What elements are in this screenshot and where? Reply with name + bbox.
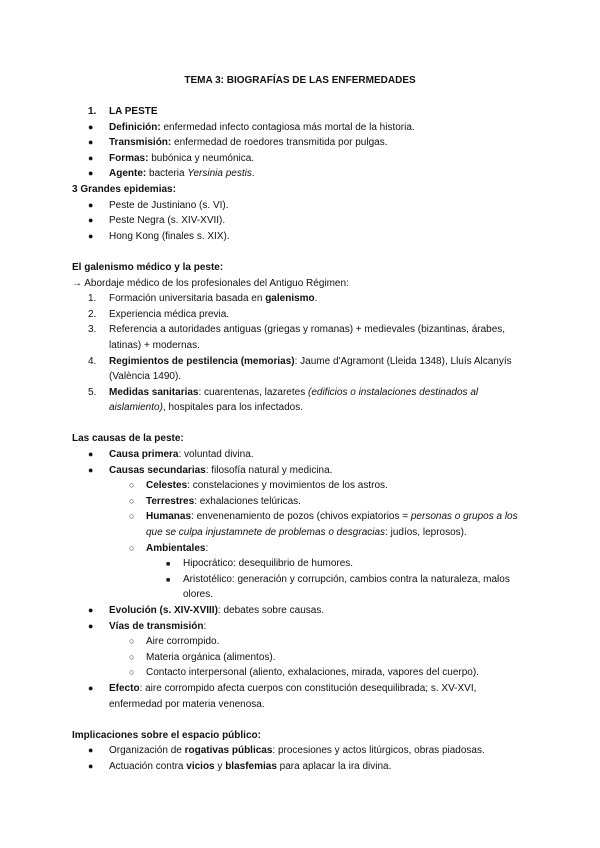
peste-heading (72, 104, 532, 120)
circle-bullet-icon: ○ (129, 667, 135, 678)
list-item (72, 166, 532, 182)
item-text: Aire corrompido. (146, 636, 220, 648)
square-bullet-icon: ■ (166, 576, 171, 584)
item-text: bubónica y neumónica. (148, 152, 255, 164)
item-text: Peste de Justiniano (s. VI). (109, 199, 229, 211)
epidemias-heading: 3 Grandes epidemias: (72, 183, 176, 195)
list-item (72, 509, 532, 525)
item-text-end: : judíos, leprosos). (385, 527, 467, 539)
list-item (72, 354, 532, 370)
peste-heading-text: LA PESTE (109, 106, 158, 117)
bullet-icon: ● (88, 449, 94, 460)
circle-bullet-icon: ○ (129, 542, 135, 553)
item-italic: Yersinia pestis (187, 168, 252, 180)
list-item (72, 447, 532, 463)
item-label: Causa primera (109, 449, 179, 461)
item-text: Referencia a autoridades antiguas (griegas y romanas) + medievales (bizantinas, árabes, (109, 324, 506, 336)
item-text: : Jaume d'Agramont (Lleida 1348), Lluís Alcanyís (294, 355, 512, 367)
item-text: Actuación contra (109, 760, 187, 772)
item-text-end: . (314, 293, 318, 305)
circle-bullet-icon: ○ (129, 480, 135, 491)
causas-heading: Las causas de la peste: (72, 433, 184, 445)
list-item (72, 322, 532, 338)
item-text: : (203, 620, 207, 632)
item-text: : envenenamiento de pozos (chivos expiatorios = (191, 511, 411, 523)
item-italic: (edificios o instalaciones destinados al (308, 386, 479, 398)
item-text: : (205, 542, 209, 554)
item-bold: Regimientos de pestilencia (memorias) (109, 355, 295, 367)
item-text: Peste Negra (s. XIV-XVII). (109, 215, 226, 227)
item-number: 4. (88, 355, 97, 367)
bullet-icon: ● (88, 137, 94, 148)
bullet-icon: ● (88, 230, 94, 241)
item-text: Materia orgánica (alimentos). (146, 651, 276, 663)
peste-heading-number: 1. (88, 106, 97, 117)
list-item (72, 743, 532, 759)
list-item (72, 603, 532, 619)
item-text: Formación universitaria basada en (109, 293, 266, 305)
document-title: TEMA 3: BIOGRAFÍAS DE LAS ENFERMEDADES (184, 75, 416, 86)
item-number: 5. (88, 386, 97, 398)
item-text: : cuarentenas, lazaretes (198, 386, 308, 398)
circle-bullet-icon: ○ (129, 636, 135, 647)
item-bold: blasfemias (225, 760, 277, 772)
circle-bullet-icon: ○ (129, 651, 135, 662)
list-item (72, 541, 532, 557)
item-text: Experiencia médica previa. (109, 308, 230, 320)
bullet-icon: ● (88, 745, 94, 756)
item-text: Aristotélico: generación y corrupción, cambios contra la naturaleza, malos (183, 573, 510, 585)
item-number: 1. (88, 293, 97, 305)
list-item (72, 463, 532, 479)
list-item (72, 634, 532, 650)
list-item (72, 120, 532, 136)
list-item-continuation: olores. (183, 589, 214, 601)
bullet-icon: ● (88, 121, 94, 132)
item-text-end: para aplacar la ira divina. (276, 760, 392, 772)
item-text-end: . (251, 168, 255, 180)
item-label: Evolución (s. XIV-XVIII) (109, 605, 218, 616)
list-item-continuation: latinas) + modernas. (109, 339, 200, 351)
item-text: : voluntad divina. (178, 449, 254, 461)
item-italic: personas o grupos a los (410, 511, 518, 523)
item-label: Terrestres (146, 495, 195, 507)
item-bold: vicios (186, 760, 215, 772)
item-text-mid: y (214, 760, 226, 772)
circle-bullet-icon: ○ (129, 495, 135, 506)
document-body (72, 104, 532, 775)
item-text: : exhalaciones telúricas. (194, 495, 301, 507)
item-label: Humanas (146, 511, 192, 523)
item-text-end: : procesiones y actos litúrgicos, obras piadosas. (272, 745, 485, 757)
list-item (72, 494, 532, 510)
item-text: enfermedad de roedores transmitida por pulgas. (171, 137, 388, 149)
item-label: Agente: (109, 168, 147, 180)
list-item-continuation (72, 400, 532, 416)
list-item (72, 619, 532, 635)
item-number: 2. (88, 308, 97, 320)
item-label: Definición: (109, 121, 161, 133)
bullet-icon: ● (88, 168, 94, 179)
list-item (72, 229, 532, 245)
item-label: Ambientales (146, 542, 206, 554)
galenismo-heading: El galenismo médico y la peste: (72, 261, 224, 273)
list-item (72, 291, 532, 307)
item-label: Transmisión: (109, 137, 172, 149)
circle-bullet-icon: ○ (129, 511, 135, 522)
item-text-end: , hospitales para los infectados. (162, 402, 304, 414)
list-item (72, 385, 532, 401)
item-text: Hong Kong (finales s. XIX). (109, 230, 230, 242)
item-label: Celestes (146, 480, 188, 492)
item-text: enfermedad infecto contagiosa más mortal de la historia. (160, 121, 415, 133)
list-item-continuation: (València 1490). (109, 371, 182, 383)
item-italic: que se culpa injustamnete de problemas o desgracias (146, 527, 386, 539)
list-item (72, 307, 532, 323)
item-number: 3. (88, 324, 97, 336)
list-item (72, 572, 532, 588)
list-item-continuation: enfermedad por materia venenosa. (109, 698, 265, 710)
list-item (72, 135, 532, 151)
item-text: Hipocrático: desequilibrio de humores. (183, 558, 354, 570)
item-text: bacteria (146, 168, 188, 180)
bullet-icon: ● (88, 605, 94, 615)
item-label: Causas secundarias (109, 464, 206, 476)
bullet-icon: ● (88, 215, 94, 226)
item-text: : debates sobre causas. (217, 605, 325, 616)
item-text: : aire corrompido afecta cuerpos con constitución desequilibrada; s. XV-XVI, (139, 682, 477, 694)
item-bold: rogativas públicas (184, 745, 273, 757)
list-item (72, 213, 532, 229)
list-item-continuation (72, 525, 532, 541)
galenismo-intro: → Abordaje médico de los profesionales del Antiguo Régimen: (72, 277, 349, 289)
list-item (72, 650, 532, 666)
item-bold: Medidas sanitarias (109, 386, 199, 398)
item-label: Formas: (109, 152, 149, 164)
item-label: Efecto (109, 682, 140, 694)
item-text: Organización de (109, 745, 185, 757)
bullet-icon: ● (88, 199, 94, 210)
square-bullet-icon: ■ (166, 561, 171, 569)
item-text: : filosofía natural y medicina. (205, 464, 333, 476)
list-item (72, 198, 532, 214)
list-item (72, 151, 532, 167)
list-item (72, 681, 532, 697)
item-text: Contacto interpersonal (aliento, exhalaciones, mirada, vapores del cuerpo). (146, 667, 479, 679)
list-item (72, 665, 532, 681)
list-item (72, 759, 532, 775)
bullet-icon: ● (88, 464, 94, 475)
implicaciones-heading: Implicaciones sobre el espacio público: (72, 729, 261, 741)
list-item (72, 478, 532, 494)
bullet-icon: ● (88, 152, 94, 163)
list-item (72, 556, 532, 572)
item-text: : constelaciones y movimientos de los astros. (187, 480, 388, 492)
item-bold: galenismo (265, 293, 315, 305)
item-italic: aislamiento) (109, 402, 163, 414)
item-label: Vías de transmisión (109, 620, 204, 632)
bullet-icon: ● (88, 620, 94, 631)
bullet-icon: ● (88, 682, 94, 693)
bullet-icon: ● (88, 760, 94, 771)
